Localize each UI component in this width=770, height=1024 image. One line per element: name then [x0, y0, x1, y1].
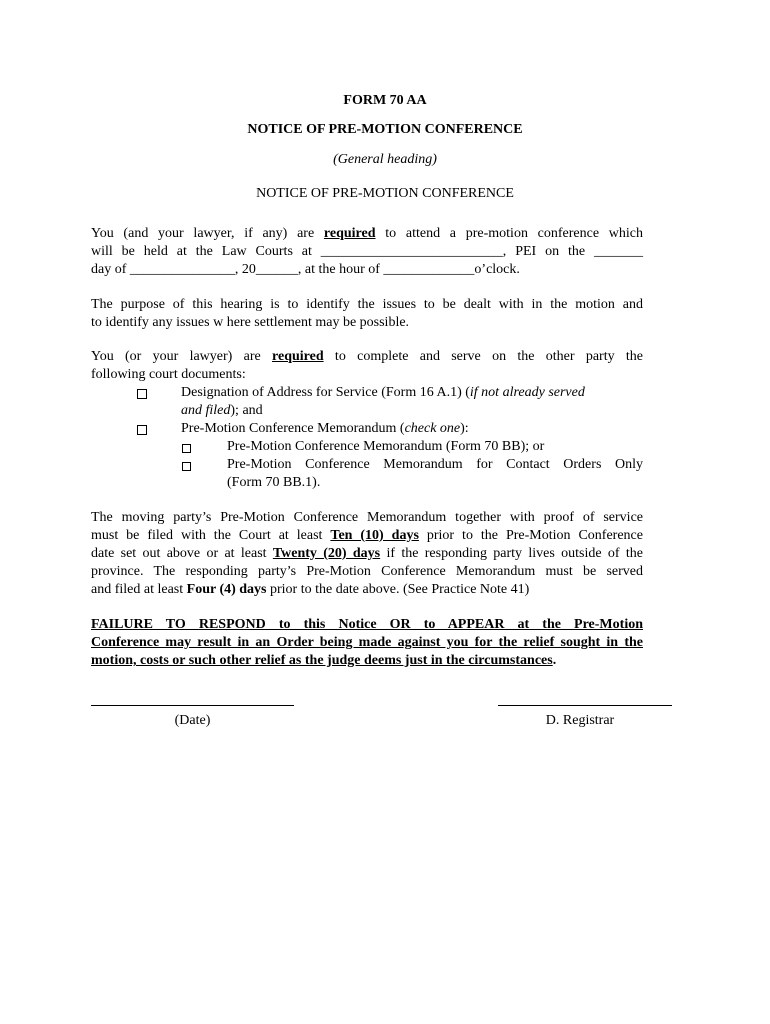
filing-paragraph: [91, 509, 643, 599]
warning-line-2: Conference may result in an Order being made against you for the relief sought in the: [91, 635, 643, 650]
attendance-line-3: day of _______________, 20______, at the hour of _____________o’clock.: [91, 262, 520, 277]
documents-line-2: following court documents:: [91, 367, 246, 382]
date-label: (Date): [174, 713, 211, 728]
required-emphasis-2: required: [272, 349, 324, 364]
checkbox-address-designation[interactable]: [137, 387, 147, 405]
item-address-designation: Designation of Address for Service (Form 16 A.1) (if not already served: [181, 385, 585, 400]
twenty-days-emphasis: Twenty (20) days: [272, 546, 381, 561]
warning-line-3: motion, costs or such other relief as the judge deems just in the circumstances.: [91, 653, 557, 668]
required-emphasis: required: [323, 226, 376, 241]
four-days-emphasis: Four (4) days: [186, 582, 267, 597]
warning-line-1: FAILURE TO RESPOND to this Notice OR to APPEAR at the Pre-Motion: [91, 617, 643, 632]
attendance-paragraph: [91, 225, 643, 279]
checkbox-memorandum[interactable]: [137, 423, 147, 441]
checkbox-memorandum-70bb1[interactable]: [182, 459, 191, 477]
filing-line-1: The moving party’s Pre-Motion Conference Memorandum together with proof of service: [91, 510, 643, 525]
failure-warning: [91, 616, 643, 670]
purpose-line-1: The purpose of this hearing is to identify the issues to be dealt with in the motion and: [91, 297, 643, 312]
filing-line-2: must be filed with the Court at least Ten (10) days prior to the Pre-Motion Conference: [91, 528, 643, 543]
sub-item-70bb1: Pre-Motion Conference Memorandum for Contact Orders Only (Form 70 BB.1).: [227, 457, 643, 490]
notice-subtitle: NOTICE OF PRE-MOTION CONFERENCE: [256, 186, 514, 201]
filing-line-4: province. The responding party’s Pre-Motion Conference Memorandum must be served: [91, 564, 643, 579]
attendance-line-1: You (and your lawyer, if any) are required to attend a pre-motion conference which: [91, 226, 644, 241]
form-title: NOTICE OF PRE-MOTION CONFERENCE: [247, 122, 523, 137]
filing-line-3: date set out above or at least Twenty (20) days if the responding party lives outside of the: [91, 546, 643, 561]
sub-item-70bb: Pre-Motion Conference Memorandum (Form 70 BB); or: [227, 439, 545, 454]
purpose-paragraph: [91, 296, 643, 332]
item-memorandum: Pre-Motion Conference Memorandum (check one):: [181, 421, 469, 436]
item-address-designation-cont: and filed); and: [181, 403, 263, 418]
attendance-line-2: will be held at the Law Courts at __________________________, PEI on the _______: [91, 244, 643, 259]
registrar-label: D. Registrar: [545, 713, 615, 728]
purpose-line-2: to identify any issues w here settlement may be possible.: [91, 315, 410, 330]
documents-paragraph: [91, 348, 643, 384]
ten-days-emphasis: Ten (10) days: [330, 528, 419, 543]
date-signature-line: [91, 705, 294, 706]
checkbox-memorandum-70bb[interactable]: [182, 441, 191, 459]
general-heading: (General heading): [333, 152, 437, 167]
form-number: FORM 70 AA: [343, 93, 427, 108]
documents-line-1: You (or your lawyer) are required to complete and serve on the other party the: [91, 349, 643, 364]
filing-line-5: and filed at least Four (4) days prior to the date above. (See Practice Note 41): [91, 582, 530, 597]
registrar-signature-line: [498, 705, 672, 706]
